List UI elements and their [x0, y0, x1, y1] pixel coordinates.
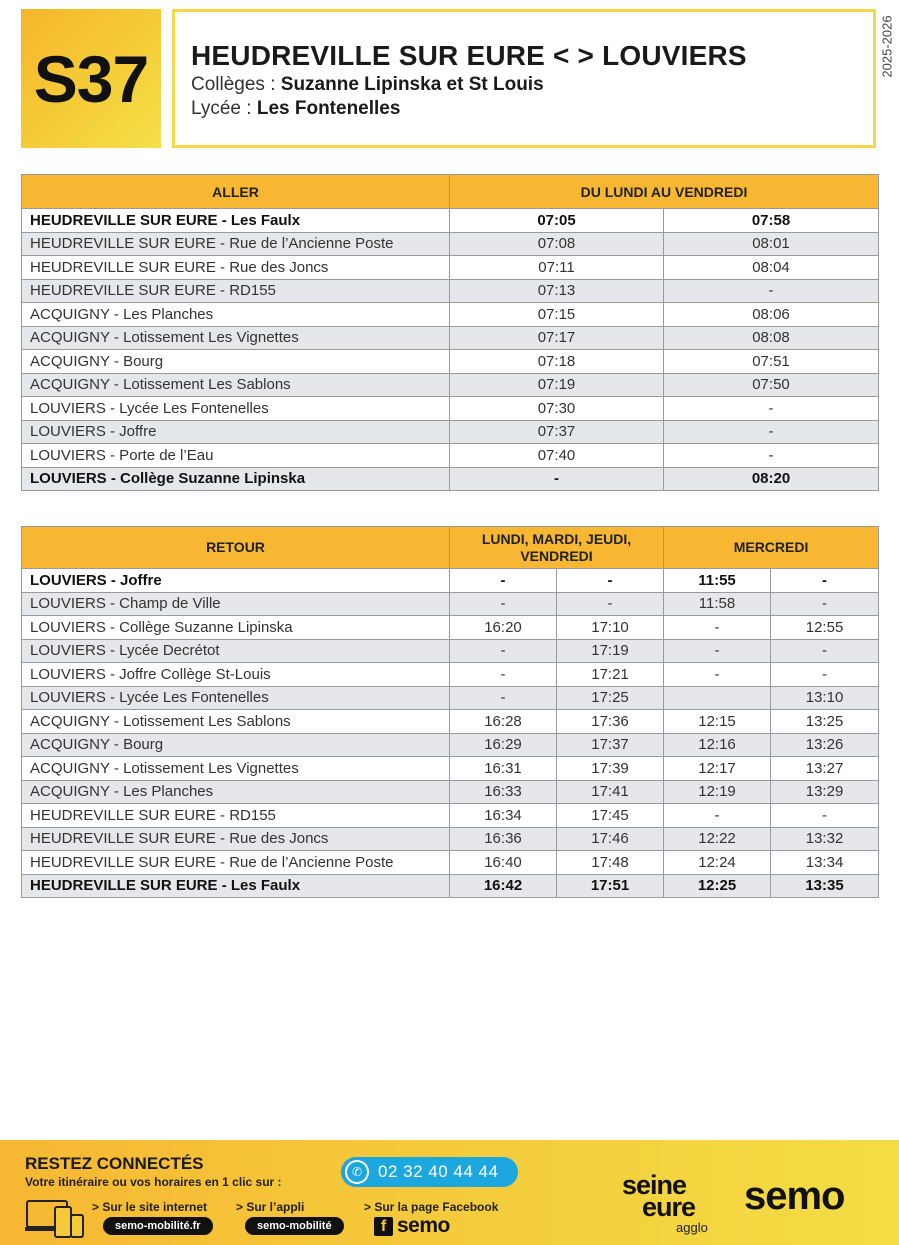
- aller-stop-name: ACQUIGNY - Lotissement Les Sablons: [22, 373, 450, 397]
- aller-stop-name: LOUVIERS - Collège Suzanne Lipinska: [22, 467, 450, 491]
- aller-row: [22, 467, 879, 491]
- footer: [0, 1140, 899, 1245]
- aller-time-cell: 07:05: [450, 209, 664, 233]
- retour-time-cell: 17:10: [557, 616, 664, 640]
- retour-time-cell: 12:22: [664, 827, 771, 851]
- semo-logo: semo: [744, 1174, 845, 1218]
- aller-time-cell: 07:08: [450, 232, 664, 256]
- retour-time-cell: 13:29: [771, 780, 879, 804]
- facebook-name: semo: [397, 1214, 450, 1237]
- aller-stop-name: LOUVIERS - Joffre: [22, 420, 450, 444]
- seine-logo-word2: eure: [642, 1192, 696, 1222]
- retour-time-cell: 11:55: [664, 569, 771, 593]
- retour-time-cell: 17:25: [557, 686, 664, 710]
- retour-time-cell: 17:48: [557, 851, 664, 875]
- route-title: HEUDREVILLE SUR EURE < > LOUVIERS: [191, 40, 747, 71]
- retour-time-cell: 12:19: [664, 780, 771, 804]
- retour-time-cell: 13:25: [771, 710, 879, 734]
- retour-row: [22, 827, 879, 851]
- retour-stop-name: HEUDREVILLE SUR EURE - Rue des Joncs: [22, 827, 450, 851]
- lycee-label: Lycée :: [191, 98, 257, 119]
- retour-time-cell: 17:39: [557, 757, 664, 781]
- footer-title: RESTEZ CONNECTÉS: [25, 1154, 204, 1173]
- retour-stop-name: LOUVIERS - Joffre Collège St-Louis: [22, 663, 450, 687]
- line-badge: [21, 9, 161, 148]
- colleges-label: Collèges :: [191, 74, 281, 95]
- app-label: > Sur l’appli: [236, 1200, 305, 1214]
- aller-time-cell: -: [664, 444, 879, 468]
- aller-time-cell: 08:06: [664, 303, 879, 327]
- aller-time-cell: 08:01: [664, 232, 879, 256]
- retour-header-stop: RETOUR: [22, 527, 450, 569]
- retour-row: [22, 639, 879, 663]
- retour-time-cell: 12:16: [664, 733, 771, 757]
- aller-header-row: [22, 175, 879, 209]
- school-year: [876, 6, 898, 86]
- retour-time-cell: 13:35: [771, 874, 879, 898]
- retour-time-cell: [664, 686, 771, 710]
- retour-time-cell: -: [664, 804, 771, 828]
- retour-stop-name: ACQUIGNY - Lotissement Les Vignettes: [22, 757, 450, 781]
- facebook-icon: f: [374, 1217, 393, 1236]
- retour-time-cell: -: [450, 663, 557, 687]
- aller-time-cell: 07:19: [450, 373, 664, 397]
- facebook-link[interactable]: [374, 1214, 450, 1238]
- retour-time-cell: 12:17: [664, 757, 771, 781]
- retour-header-group1: LUNDI, MARDI, JEUDI, VENDREDI: [450, 527, 664, 569]
- retour-row: [22, 616, 879, 640]
- retour-time-cell: -: [664, 639, 771, 663]
- aller-row: [22, 350, 879, 374]
- retour-time-cell: 13:10: [771, 686, 879, 710]
- retour-header-row: [22, 527, 879, 569]
- retour-stop-name: HEUDREVILLE SUR EURE - Les Faulx: [22, 874, 450, 898]
- aller-time-cell: -: [450, 467, 664, 491]
- aller-row: [22, 209, 879, 233]
- aller-stop-name: ACQUIGNY - Bourg: [22, 350, 450, 374]
- retour-time-cell: 17:19: [557, 639, 664, 663]
- facebook-label: > Sur la page Facebook: [364, 1200, 499, 1214]
- retour-time-cell: -: [771, 569, 879, 593]
- devices-icon: [25, 1195, 85, 1239]
- aller-time-cell: 07:18: [450, 350, 664, 374]
- aller-timetable: [21, 174, 879, 491]
- aller-time-cell: 07:40: [450, 444, 664, 468]
- retour-time-cell: 16:29: [450, 733, 557, 757]
- aller-header-stop: ALLER: [22, 175, 450, 209]
- retour-row: [22, 851, 879, 875]
- retour-stop-name: LOUVIERS - Champ de Ville: [22, 592, 450, 616]
- retour-row: [22, 569, 879, 593]
- aller-time-cell: 07:11: [450, 256, 664, 280]
- retour-time-cell: 16:42: [450, 874, 557, 898]
- retour-time-cell: 12:25: [664, 874, 771, 898]
- retour-time-cell: 12:55: [771, 616, 879, 640]
- colleges-value: Suzanne Lipinska et St Louis: [280, 74, 544, 95]
- retour-stop-name: LOUVIERS - Joffre: [22, 569, 450, 593]
- retour-stop-name: LOUVIERS - Lycée Decrétot: [22, 639, 450, 663]
- aller-row: [22, 326, 879, 350]
- app-link[interactable]: semo-mobilité: [245, 1217, 344, 1235]
- retour-time-cell: 16:28: [450, 710, 557, 734]
- phone-button[interactable]: [341, 1157, 518, 1187]
- route-header: [172, 9, 876, 148]
- aller-time-cell: 07:15: [450, 303, 664, 327]
- retour-row: [22, 804, 879, 828]
- retour-row: [22, 663, 879, 687]
- aller-row: [22, 420, 879, 444]
- retour-time-cell: -: [771, 804, 879, 828]
- retour-time-cell: -: [771, 663, 879, 687]
- retour-time-cell: -: [450, 639, 557, 663]
- retour-time-cell: 16:36: [450, 827, 557, 851]
- aller-row: [22, 303, 879, 327]
- aller-time-cell: 07:37: [450, 420, 664, 444]
- retour-time-cell: 12:15: [664, 710, 771, 734]
- retour-time-cell: -: [664, 616, 771, 640]
- retour-time-cell: -: [664, 663, 771, 687]
- seine-logo-word1: seine: [622, 1170, 687, 1200]
- aller-time-cell: 07:30: [450, 397, 664, 421]
- aller-time-cell: 07:50: [664, 373, 879, 397]
- lycee-line: [191, 98, 873, 120]
- seine-logo-word3: agglo: [676, 1220, 708, 1235]
- retour-stop-name: ACQUIGNY - Bourg: [22, 733, 450, 757]
- retour-time-cell: 17:45: [557, 804, 664, 828]
- retour-timetable: [21, 526, 879, 898]
- aller-stop-name: HEUDREVILLE SUR EURE - Les Faulx: [22, 209, 450, 233]
- aller-row: [22, 444, 879, 468]
- aller-row: [22, 373, 879, 397]
- retour-time-cell: 16:33: [450, 780, 557, 804]
- aller-row: [22, 397, 879, 421]
- retour-row: [22, 874, 879, 898]
- retour-stop-name: LOUVIERS - Lycée Les Fontenelles: [22, 686, 450, 710]
- retour-row: [22, 733, 879, 757]
- aller-time-cell: 07:17: [450, 326, 664, 350]
- retour-row: [22, 780, 879, 804]
- aller-time-cell: -: [664, 279, 879, 303]
- retour-stop-name: LOUVIERS - Collège Suzanne Lipinska: [22, 616, 450, 640]
- retour-time-cell: 13:26: [771, 733, 879, 757]
- retour-row: [22, 757, 879, 781]
- retour-row: [22, 710, 879, 734]
- phone-icon: ✆: [345, 1160, 369, 1184]
- aller-time-cell: 07:51: [664, 350, 879, 374]
- retour-time-cell: 16:20: [450, 616, 557, 640]
- aller-time-cell: -: [664, 420, 879, 444]
- retour-time-cell: 11:58: [664, 592, 771, 616]
- retour-time-cell: 17:21: [557, 663, 664, 687]
- retour-time-cell: 16:40: [450, 851, 557, 875]
- line-code: S37: [33, 41, 149, 116]
- retour-time-cell: -: [450, 686, 557, 710]
- retour-time-cell: 17:51: [557, 874, 664, 898]
- retour-time-cell: 16:31: [450, 757, 557, 781]
- aller-stop-name: HEUDREVILLE SUR EURE - Rue des Joncs: [22, 256, 450, 280]
- retour-time-cell: 13:27: [771, 757, 879, 781]
- aller-stop-name: ACQUIGNY - Les Planches: [22, 303, 450, 327]
- aller-stop-name: ACQUIGNY - Lotissement Les Vignettes: [22, 326, 450, 350]
- retour-time-cell: -: [450, 569, 557, 593]
- aller-header-days: DU LUNDI AU VENDREDI: [450, 175, 879, 209]
- retour-time-cell: 13:34: [771, 851, 879, 875]
- retour-time-cell: 16:34: [450, 804, 557, 828]
- retour-row: [22, 592, 879, 616]
- retour-time-cell: 12:24: [664, 851, 771, 875]
- footer-subtitle: Votre itinéraire ou vos horaires en 1 clic sur :: [25, 1175, 282, 1189]
- aller-time-cell: 08:04: [664, 256, 879, 280]
- retour-row: [22, 686, 879, 710]
- phone-number: 02 32 40 44 44: [378, 1162, 499, 1181]
- retour-stop-name: HEUDREVILLE SUR EURE - Rue de l’Ancienne Poste: [22, 851, 450, 875]
- aller-time-cell: 08:08: [664, 326, 879, 350]
- website-label: > Sur le site internet: [92, 1200, 208, 1214]
- retour-stop-name: HEUDREVILLE SUR EURE - RD155: [22, 804, 450, 828]
- school-year-text: 2025-2026: [879, 14, 895, 78]
- retour-time-cell: -: [557, 569, 664, 593]
- retour-time-cell: 17:36: [557, 710, 664, 734]
- retour-header-group2: MERCREDI: [664, 527, 879, 569]
- retour-time-cell: 13:32: [771, 827, 879, 851]
- aller-time-cell: -: [664, 397, 879, 421]
- aller-time-cell: 08:20: [664, 467, 879, 491]
- seine-eure-logo: [622, 1170, 732, 1235]
- retour-time-cell: -: [450, 592, 557, 616]
- website-link[interactable]: semo-mobilité.fr: [103, 1217, 213, 1235]
- retour-time-cell: -: [771, 639, 879, 663]
- retour-stop-name: ACQUIGNY - Les Planches: [22, 780, 450, 804]
- aller-row: [22, 279, 879, 303]
- aller-stop-name: HEUDREVILLE SUR EURE - Rue de l’Ancienne Poste: [22, 232, 450, 256]
- retour-time-cell: 17:46: [557, 827, 664, 851]
- retour-time-cell: -: [557, 592, 664, 616]
- aller-stop-name: LOUVIERS - Lycée Les Fontenelles: [22, 397, 450, 421]
- aller-stop-name: HEUDREVILLE SUR EURE - RD155: [22, 279, 450, 303]
- aller-row: [22, 256, 879, 280]
- retour-stop-name: ACQUIGNY - Lotissement Les Sablons: [22, 710, 450, 734]
- aller-time-cell: 07:58: [664, 209, 879, 233]
- retour-time-cell: 17:37: [557, 733, 664, 757]
- lycee-value: Les Fontenelles: [256, 98, 401, 119]
- colleges-line: [191, 74, 873, 96]
- aller-time-cell: 07:13: [450, 279, 664, 303]
- aller-stop-name: LOUVIERS - Porte de l’Eau: [22, 444, 450, 468]
- retour-time-cell: -: [771, 592, 879, 616]
- aller-row: [22, 232, 879, 256]
- retour-time-cell: 17:41: [557, 780, 664, 804]
